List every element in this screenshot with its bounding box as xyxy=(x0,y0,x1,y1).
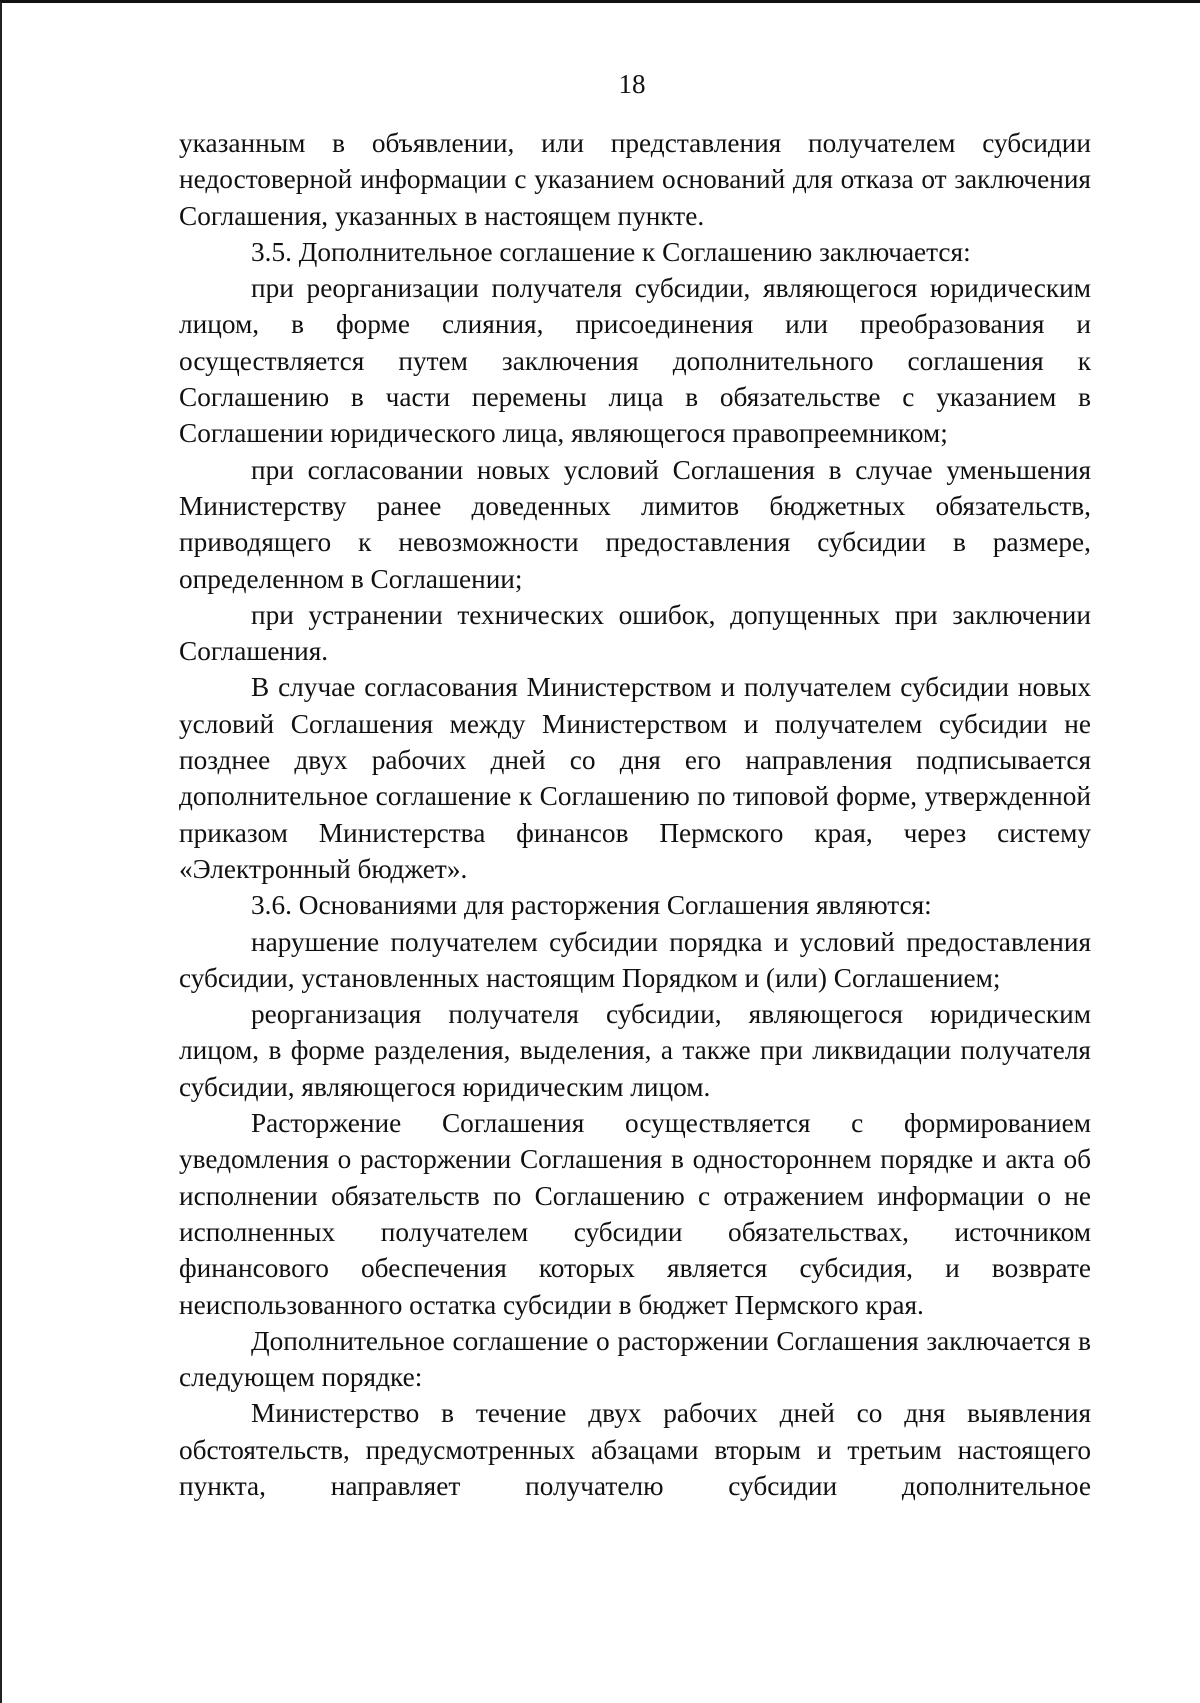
paragraph-violation: нарушение получателем субсидии порядка и условий предоставления субсидии, установленных настоящим Порядком и (или) Соглашением; xyxy=(179,926,1091,993)
paragraph-clause-3-6: 3.6. Основаниями для расторжения Соглашения являются: xyxy=(251,890,932,921)
paragraph-division: реорганизация получателя субсидии, являющегося юридическим лицом, в форме разделения, выделения, а также при ликвидации получателя субсидии, являющегося юридическим лицом. xyxy=(179,999,1091,1102)
paragraph-continuation: указанным в объявлении, или представления получателем субсидии недостоверной информации с указанием оснований для отказа от заключения Соглашения, указанных в настоящем пункте. xyxy=(179,128,1091,231)
paragraph-technical-errors: при устранении технических ошибок, допущенных при заключении Соглашения. xyxy=(179,599,1091,667)
paragraph-reorganization: при реорганизации получателя субсидии, являющегося юридическим лицом, в форме слияния, присоединения или преобразования и осуществляется путем заключения дополнительного соглашения к Соглашению в части перемены лица в обязательстве с указанием в Соглашении юридического лица, являющегося правопреемником; xyxy=(179,273,1091,449)
paragraph-new-conditions: при согласовании новых условий Соглашения в случае уменьшения Министерству ранее доведенных лимитов бюджетных обязательств, приводящего к невозможности предоставления субсидии в размере, определенном в Соглашении; xyxy=(179,454,1091,594)
paragraph-ministry-action: Министерство в течение двух рабочих дней со дня выявления обстоятельств, предусмотренных абзацами вторым и третьим настоящего пункта, направляет получателю субсидии дополнительное xyxy=(179,1398,1091,1501)
page-number: 18 xyxy=(618,69,646,99)
paragraph-termination: Расторжение Соглашения осуществляется с формированием уведомления о расторжении Соглашения в одностороннем порядке и акта об исполнении обязательств по Соглашению с отражением информации о не исполненных получателем субсидии обязательствах, источником финансового обеспечения которых является субсидия, и возврате неиспользованного остатка субсидии в бюджет Пермского края. xyxy=(179,1108,1091,1320)
paragraph-termination-order: Дополнительное соглашение о расторжении Соглашения заключается в следующем порядке: xyxy=(179,1325,1091,1393)
paragraph-clause-3-5: 3.5. Дополнительное соглашение к Соглашению заключается: xyxy=(251,236,971,267)
document-body xyxy=(179,125,1091,1504)
paragraph-agreement-signing: В случае согласования Министерством и получателем субсидии новых условий Соглашения между Министерством и получателем субсидии не позднее двух рабочих дней со дня его направления подписывается дополнительное соглашение к Соглашению по типовой форме, утвержденной приказом Министерства финансов Пермского края, через систему «Электронный бюджет». xyxy=(179,672,1091,884)
